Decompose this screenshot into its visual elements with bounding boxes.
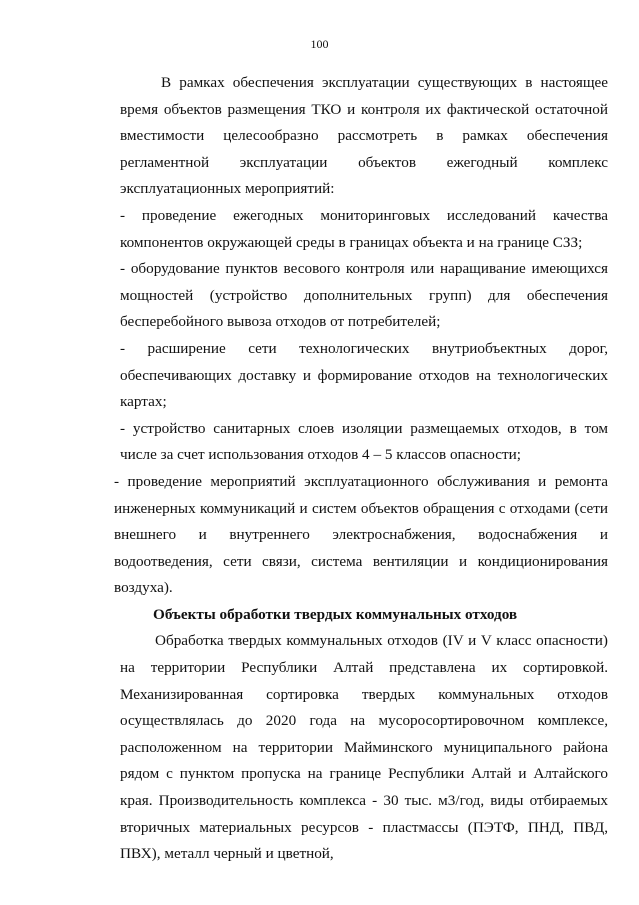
intro-paragraph: В рамках обеспечения эксплуатации существующих в настоящее время объектов размещения ТКО и контроля их фактической остаточной вместимости целесообразно рассмотреть в рамках обеспечения регламентной эксплуатации объектов ежегодный комплекс эксплуатационных мероприятий: — [120, 74, 608, 198]
closing-paragraph: Обработка твердых коммунальных отходов (IV и V класс опасности) на территории Республики Алтай представлена их сортировкой. Механизированная сортировка твердых коммунальных отходов осуществлялась до 2020 года на мусоросортировочном комплексе, расположенном на территории Майминского муниципального района рядом с пунктом пропуска на границе Республики Алтай и Алтайского края. Производительность комплекса - 30 тыс. м3/год, виды отбираемых вторичных материальных ресурсов - пластмассы (ПЭТФ, ПНД, ПВД, ПВХ), металл черный и цветной, — [120, 632, 608, 863]
list-item-monitoring: - проведение ежегодных мониторинговых исследований качества компонентов окружающей среды в границах объекта и на границе СЗЗ; — [120, 206, 608, 251]
page-number: 100 — [310, 37, 329, 51]
section-heading: Объекты обработки твердых коммунальных отходов — [153, 605, 518, 623]
list-item-isolation-layers: - устройство санитарных слоев изоляции размещаемых отходов, в том числе за счет использования отходов 4 – 5 классов опасности; — [120, 419, 608, 464]
list-item-weight-control: - оборудование пунктов весового контроля или наращивание имеющихся мощностей (устройство дополнительных групп) для обеспечения бесперебойного вывоза отходов от потребителей; — [120, 260, 608, 331]
list-item-maintenance: - проведение мероприятий эксплуатационного обслуживания и ремонта инженерных коммуникаций и систем объектов обращения с отходами (сети внешнего и внутреннего электроснабжения, водоснабжения и водоотведения, сети связи, система вентиляции и кондиционирования воздуха). — [114, 472, 608, 597]
list-item-roads: - расширение сети технологических внутриобъектных дорог, обеспечивающих доставку и формирование отходов на технологических картах; — [120, 339, 608, 411]
document-body — [114, 70, 608, 868]
